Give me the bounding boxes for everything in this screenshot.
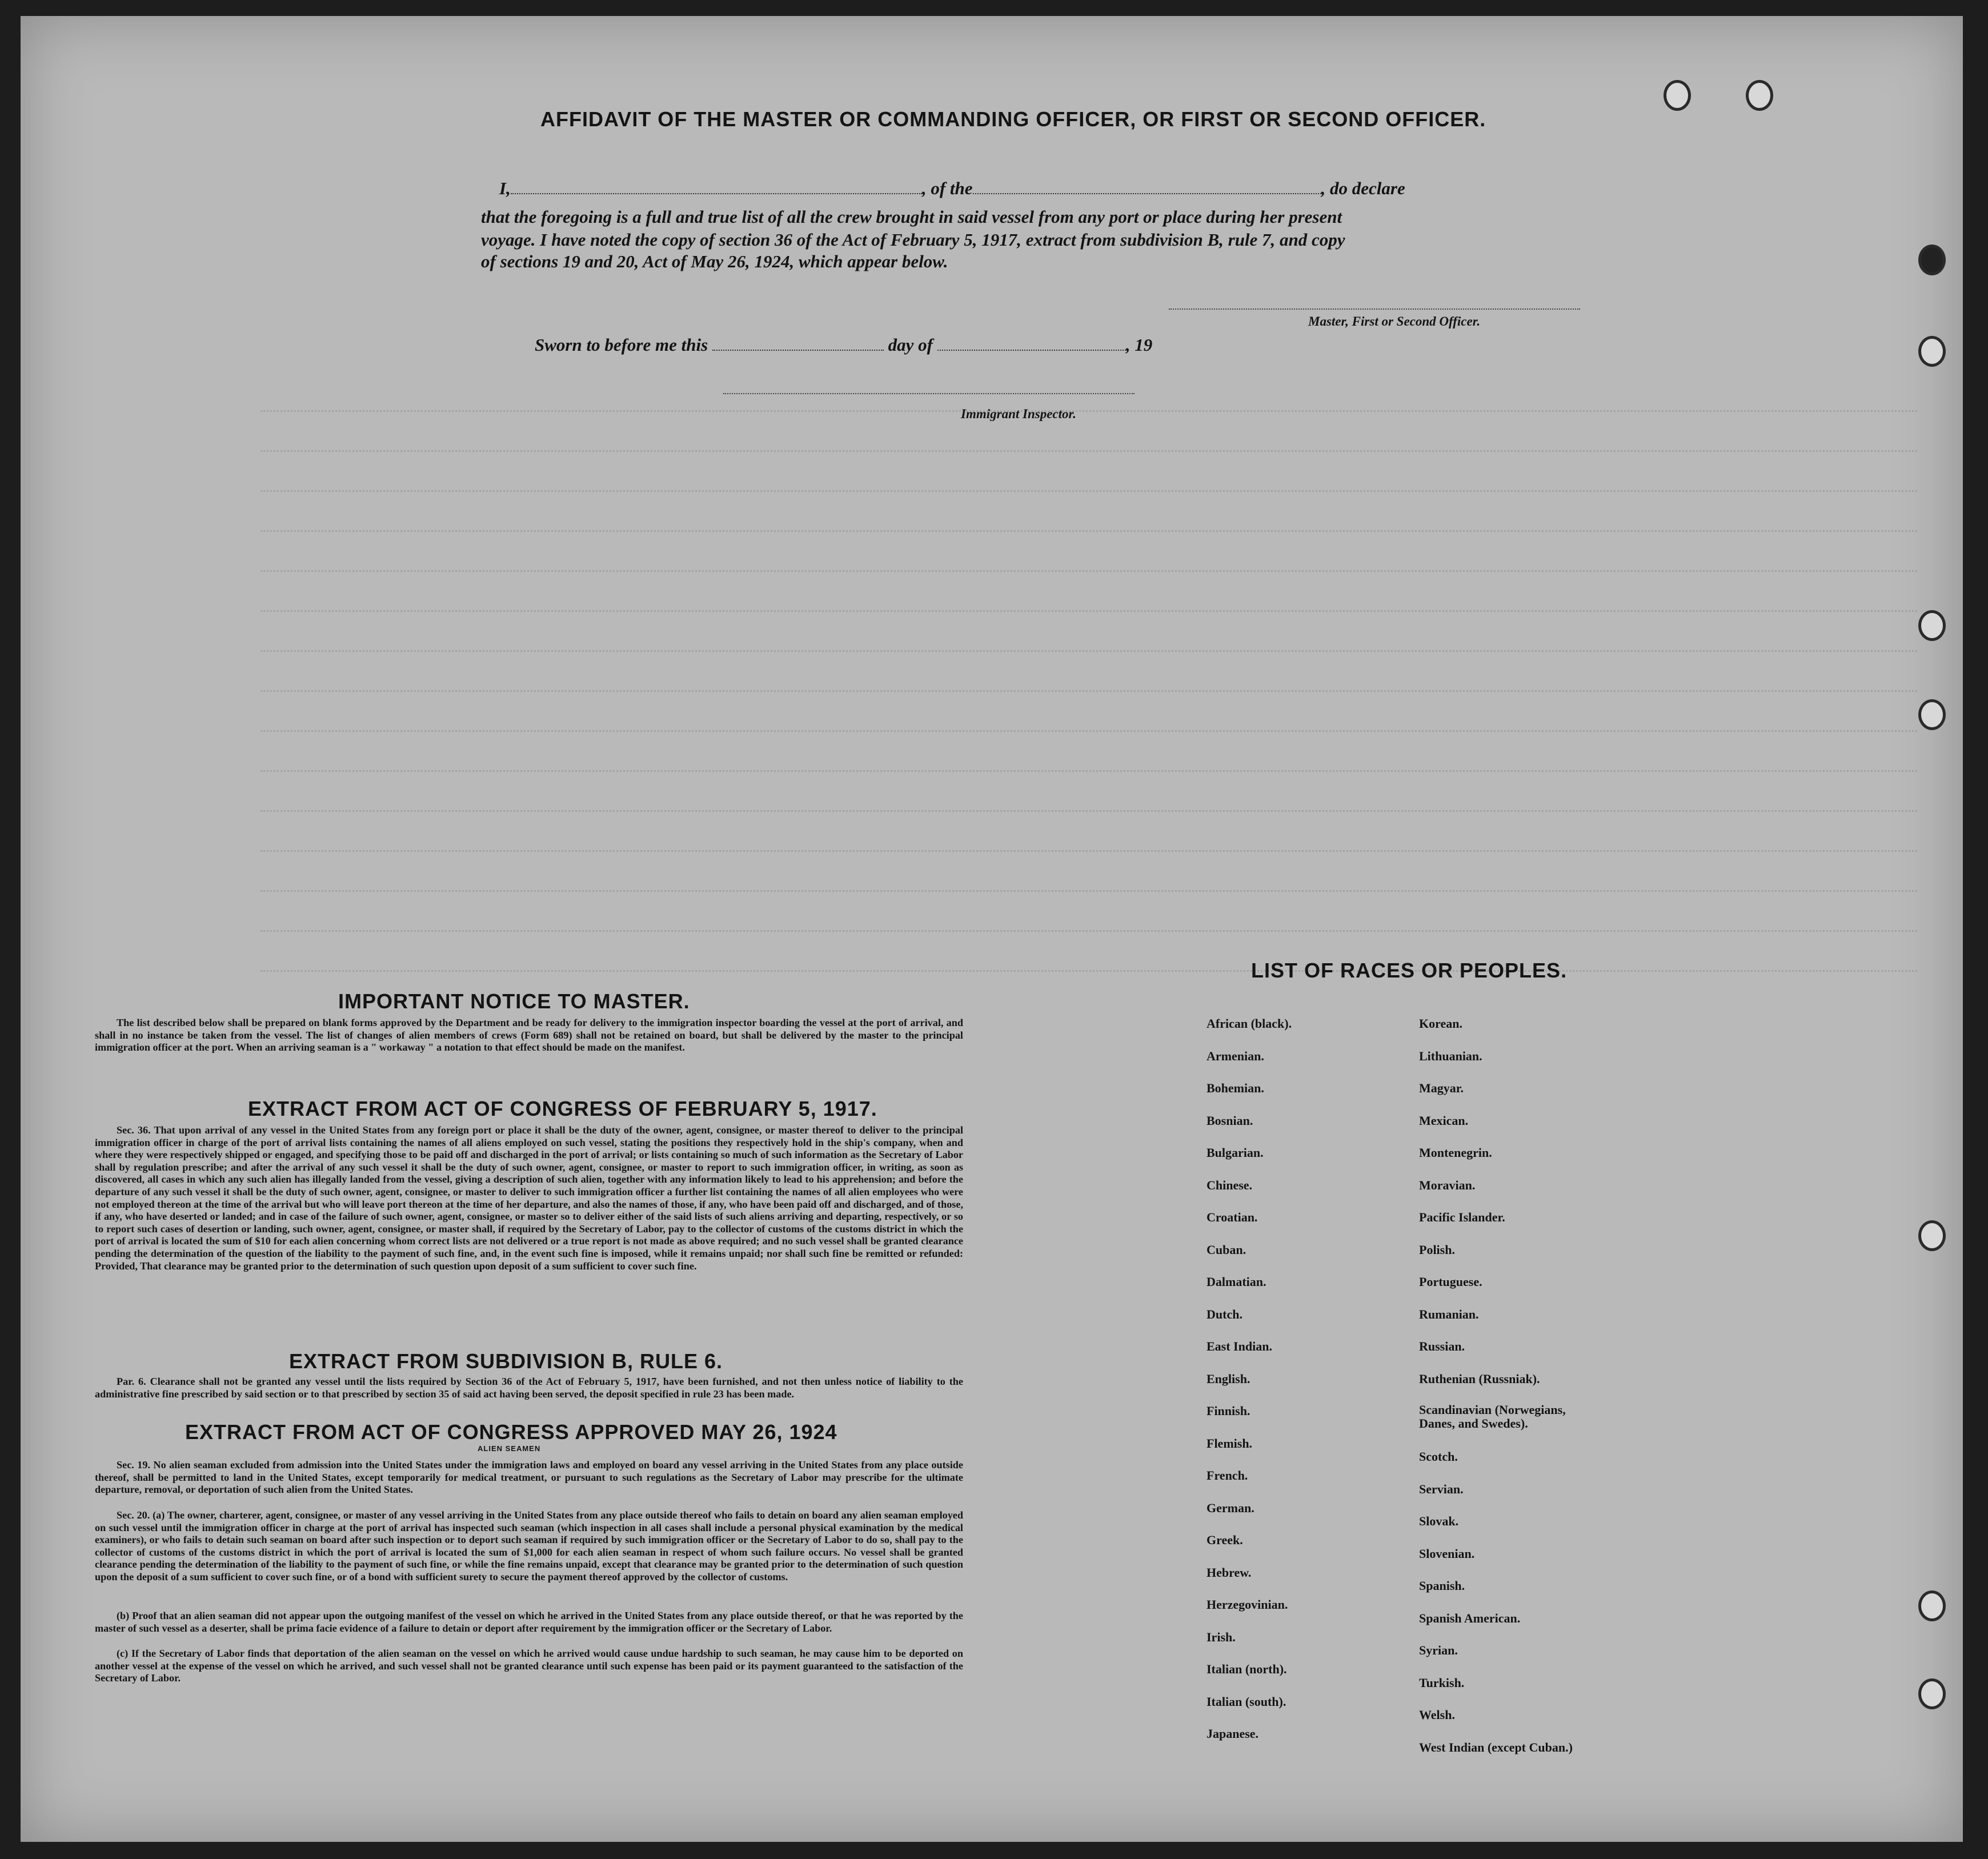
race-item: Bohemian. xyxy=(1207,1081,1264,1095)
sworn-year-prefix: , 19 xyxy=(1125,335,1153,355)
race-item: English. xyxy=(1207,1371,1250,1386)
rule6-title: EXTRACT FROM SUBDIVISION B, RULE 6. xyxy=(289,1349,723,1373)
race-item: Flemish. xyxy=(1207,1436,1253,1451)
race-item: Bulgarian. xyxy=(1207,1145,1264,1160)
race-item: Lithuanian. xyxy=(1419,1048,1482,1063)
sworn-day-field[interactable] xyxy=(712,336,884,351)
race-item: Syrian. xyxy=(1419,1643,1458,1657)
race-item: Finnish. xyxy=(1207,1404,1250,1418)
race-item: French. xyxy=(1207,1468,1248,1483)
race-item: Cuban. xyxy=(1207,1242,1246,1257)
race-item: Servian. xyxy=(1419,1481,1464,1496)
race-item: Rumanian. xyxy=(1419,1307,1479,1321)
race-item: Italian (north). xyxy=(1207,1662,1287,1676)
vessel-name-field[interactable] xyxy=(973,179,1321,194)
race-item: Dalmatian. xyxy=(1207,1275,1266,1289)
master-name-field[interactable] xyxy=(511,179,922,194)
race-item: Greek. xyxy=(1207,1533,1243,1547)
affidavit-line-2: that the foregoing is a full and true list of all the crew brought in said vessel from any port or place during her present xyxy=(481,207,1342,227)
binder-hole-icon xyxy=(1746,80,1773,111)
race-item: Polish. xyxy=(1419,1242,1455,1257)
notice-title: IMPORTANT NOTICE TO MASTER. xyxy=(338,989,690,1013)
race-item: Spanish American. xyxy=(1419,1610,1521,1625)
extract-1917-text: Sec. 36. That upon arrival of any vessel in the United States from any foreign port or place it shall be the duty of the owner, agent, consignee, or master thereof to deliver to the principal immigration officer in charge of the port of arrival lists containing the names of all aliens employed on such vessel, stating the positions they respectively hold in the ship's company, when and where they were respectively shipped or engaged, and specifying those to be paid off and discharged in the port of arrival; or lists containing so much of such information as the Secretary of Labor shall by regulation prescribe; and after the arrival of any such vessel it shall be the duty of such owner, agent, consignee, or master to report to such immigration officer, in writing, as soon as discovered, all cases in which any such alien has illegally landed from the vessel, giving a description of such alien, together with any information likely to lead to his apprehension; and before the departure of any such vessel it shall be the duty of such owner, agent, consignee, or master to deliver to such immigration officer a further list containing the names of all alien employees who were not employed thereon at the time of the arrival but who will leave port thereon at the time of her departure, and also the names of those, if any, who have been paid off and discharged, and of those, if any, who have deserted or landed; and in case of the failure of such owner, agent, consignee, or master so to deliver either of the said lists of such aliens arriving and departing, respectively, or so to report such cases of desertion or landing, such owner, agent, consignee, or master shall, if required by the Secretary of Labor, pay to the collector of customs of the customs district in which the port of arrival is located the sum of $10 for each alien concerning whom correct lists are not delivered or a true report is not made as above required; and no such vessel shall be granted clearance pending the determination of the question of the liability to the payment of such fine, and, in the event such fine is imposed, while it remains unpaid; nor shall such fine be remitted or refunded: Provided, That clearance may be granted prior to the determination of such question upon deposit of a sum sufficient to cover such fine. xyxy=(95,1124,963,1272)
binder-hole-icon xyxy=(1918,1678,1946,1709)
notice-text: The list described below shall be prepared on blank forms approved by the Department and be ready for delivery to the immigration inspector boarding the vessel at the port of arrival, and shall in no instance be taken from the vessel. The list of changes of alien members of crews (Form 689) shall not be retained on board, but shall be delivered by the master to the principal immigration officer at the port. When an arriving seaman is a " workaway " a notation to that effect should be made on the manifest. xyxy=(95,1017,963,1053)
race-item: Irish. xyxy=(1207,1629,1236,1644)
affidavit-line-1 xyxy=(499,178,1405,199)
race-item: West Indian (except Cuban.) xyxy=(1419,1740,1573,1754)
alien-seamen-subtitle: ALIEN SEAMEN xyxy=(478,1444,541,1453)
master-signature-line[interactable] xyxy=(1169,309,1580,310)
race-item: Hebrew. xyxy=(1207,1565,1252,1580)
race-item: Mexican. xyxy=(1419,1113,1469,1128)
race-item: German. xyxy=(1207,1500,1254,1515)
section-20b-text: (b) Proof that an alien seaman did not appear upon the outgoing manifest of the vessel on which he arrived in the United States from any place outside thereof, or that he was reported by the master of such vessel as a deserter, shall be prima facie evidence of a failure to detain or deport after requirement by the immigration officer or the Secretary of Labor. xyxy=(95,1610,963,1634)
race-item: African (black). xyxy=(1207,1016,1292,1031)
sworn-month-field[interactable] xyxy=(937,336,1126,351)
affidavit-of-the: , of the xyxy=(921,178,973,198)
race-item: Magyar. xyxy=(1419,1081,1464,1095)
binder-hole-icon xyxy=(1918,1220,1946,1251)
binder-hole-icon xyxy=(1918,610,1946,641)
inspector-signature-label: Immigrant Inspector. xyxy=(961,407,1076,421)
sworn-text: Sworn to before me this xyxy=(535,335,708,355)
race-item: Spanish. xyxy=(1419,1578,1465,1593)
race-item: Slovenian. xyxy=(1419,1546,1475,1561)
extract-1917-title: EXTRACT FROM ACT OF CONGRESS OF FEBRUARY 5, 1917. xyxy=(248,1097,877,1120)
race-item: Croatian. xyxy=(1207,1210,1258,1224)
binder-hole-icon xyxy=(1664,80,1691,111)
affidavit-line-4: of sections 19 and 20, Act of May 26, 1924, which appear below. xyxy=(481,251,948,271)
race-item: East Indian. xyxy=(1207,1339,1272,1353)
rule6-text: Par. 6. Clearance shall not be granted any vessel until the lists required by Section 36 of the Act of February 5, 1917, have been furnished, and not then unless notice of liability to the administrative fine prescribed by said section or to that prescribed by section 35 of said act having been served, the deposit specified in rule 23 has been made. xyxy=(95,1376,963,1400)
race-item: Portuguese. xyxy=(1419,1275,1482,1289)
race-item: Welsh. xyxy=(1419,1708,1455,1722)
sworn-day-of: day of xyxy=(888,335,933,355)
binder-hole-icon xyxy=(1918,245,1946,275)
race-item: Italian (south). xyxy=(1207,1694,1286,1709)
races-title: LIST OF RACES OR PEOPLES. xyxy=(1251,959,1568,982)
sworn-line xyxy=(535,335,1152,355)
race-item: Russian. xyxy=(1419,1339,1465,1353)
extract-1924-title: EXTRACT FROM ACT OF CONGRESS APPROVED MAY 26, 1924 xyxy=(185,1420,837,1444)
binder-hole-icon xyxy=(1918,699,1946,730)
race-item: Ruthenian (Russniak). xyxy=(1419,1371,1540,1386)
master-signature-label: Master, First or Second Officer. xyxy=(1308,314,1481,328)
race-item: Armenian. xyxy=(1207,1048,1264,1063)
affidavit-i: I, xyxy=(499,178,511,198)
section-20a-text: Sec. 20. (a) The owner, charterer, agent, consignee, or master of any vessel arriving in the United States from any place outside thereof who fails to detain on board any alien seaman employed on such vessel until the immigration officer in charge at the port of arrival has inspected such seaman (which inspection in all cases shall include a personal physical examination by the medical examiners), or who fails to detain such seaman on board after such inspection or to deport such seaman if required by such immigration officer or the Secretary of Labor to do so, shall pay to the collector of customs of the customs district in which the port of arrival is located the sum of $1,000 for each alien seaman in respect of whom such failure occurs. No vessel shall be granted clearance pending the determination of the liability to the payment of such fine, or while the fine remains unpaid, except that clearance may be granted prior to the determination of such question upon the deposit of a sum sufficient to cover such fine, or of a bond with sufficient surety to secure the payment thereof approved by the collector of customs. xyxy=(95,1509,963,1582)
affidavit-declare: , do declare xyxy=(1321,178,1405,198)
document-page xyxy=(21,16,1963,1842)
binder-hole-icon xyxy=(1918,336,1946,367)
binder-hole-icon xyxy=(1918,1590,1946,1621)
race-item: Scandinavian (Norwegians, Danes, and Swedes). xyxy=(1419,1403,1566,1431)
race-item: Pacific Islander. xyxy=(1419,1210,1505,1224)
race-item: Slovak. xyxy=(1419,1514,1459,1528)
race-item: Turkish. xyxy=(1419,1675,1465,1690)
section-19-text: Sec. 19. No alien seaman excluded from admission into the United States under the immigration laws and employed on board any vessel arriving in the United States from any place outside thereof, shall be permitted to land in the United States, except temporarily for medical treatment, or pursuant to such regulations as the Secretary of Labor may prescribe for the ultimate departure, removal, or deportation of such alien from the United States. xyxy=(95,1459,963,1496)
affidavit-title: AFFIDAVIT OF THE MASTER OR COMMANDING OFFICER, OR FIRST OR SECOND OFFICER. xyxy=(540,107,1486,131)
race-item: Chinese. xyxy=(1207,1177,1253,1192)
inspector-signature-line[interactable] xyxy=(723,393,1135,394)
race-item: Moravian. xyxy=(1419,1177,1476,1192)
race-item: Korean. xyxy=(1419,1016,1462,1031)
race-item: Bosnian. xyxy=(1207,1113,1253,1128)
affidavit-line-3: voyage. I have noted the copy of section 36 of the Act of February 5, 1917, extract from subdivision B, rule 7, and copy xyxy=(481,230,1345,250)
race-item: Herzegovinian. xyxy=(1207,1597,1288,1612)
section-20c-text: (c) If the Secretary of Labor finds that deportation of the alien seaman on the vessel on which he arrived would cause undue hardship to such seaman, he may cause him to be deported on another vessel at the expense of the vessel on which he arrived, and such vessel shall not be granted clearance until such expense has been paid or its payment guaranteed to the satisfaction of the Secretary of Labor. xyxy=(95,1648,963,1684)
races-left-column xyxy=(1207,1008,1412,1750)
race-item: Dutch. xyxy=(1207,1307,1242,1321)
race-item: Japanese. xyxy=(1207,1726,1259,1741)
race-item: Scotch. xyxy=(1419,1449,1458,1464)
race-item: Montenegrin. xyxy=(1419,1145,1492,1160)
races-right-column xyxy=(1419,1008,1659,1764)
